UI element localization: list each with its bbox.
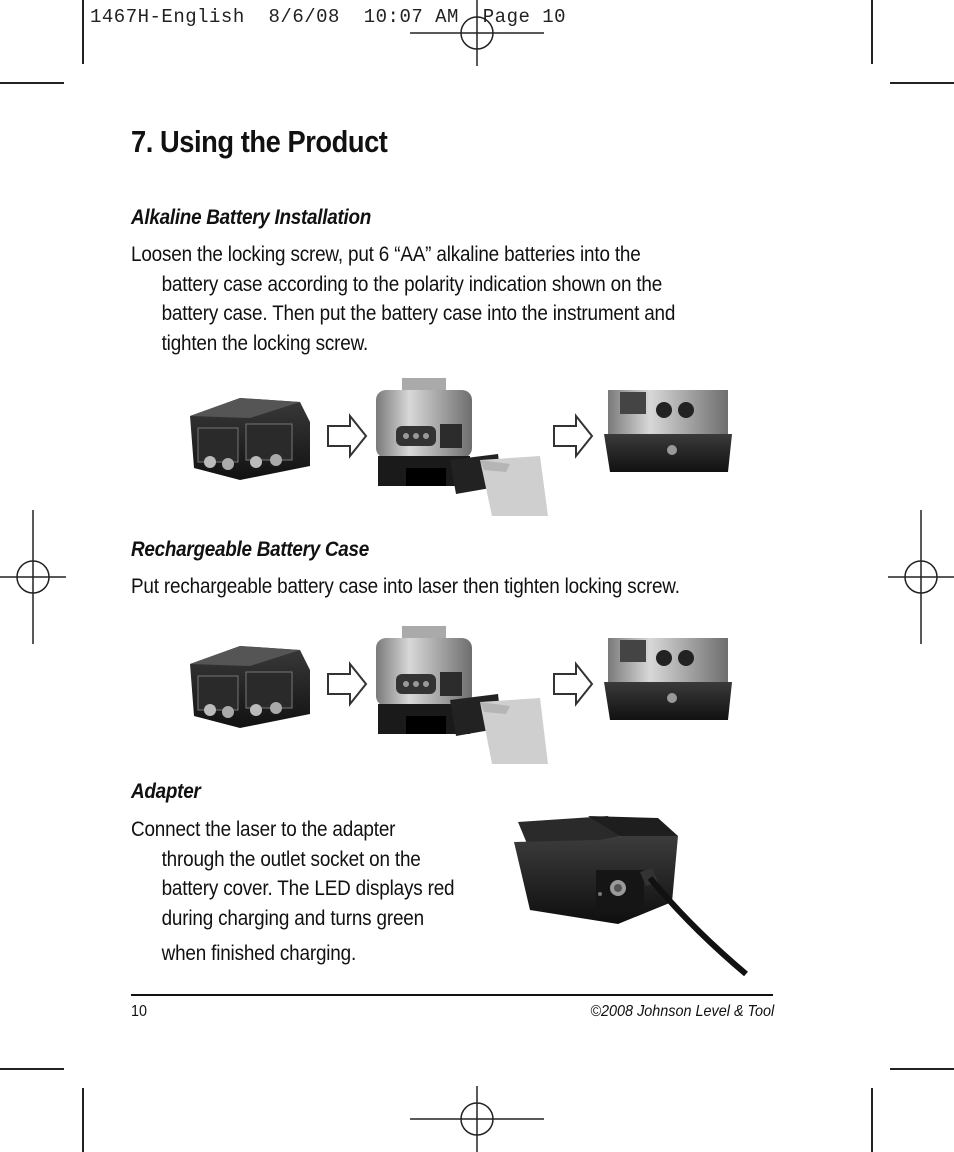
crop-mark-bottom-right-v (871, 1088, 873, 1152)
alkaline-line: battery case. Then put the battery case into the instrument and (161, 302, 676, 325)
battery-case-image (190, 646, 310, 728)
battery-case-image (190, 398, 310, 480)
rechargeable-paragraph (131, 572, 680, 602)
page-number: 10 (131, 1003, 148, 1020)
alkaline-line: battery case according to the polarity indication shown on the (161, 272, 663, 296)
adapter-line: when finished charging. (161, 942, 357, 965)
laser-bottom-image (604, 390, 732, 472)
alkaline-installation-illustration (180, 376, 740, 522)
alkaline-heading: Alkaline Battery Installation (131, 206, 372, 229)
rechargeable-heading: Rechargeable Battery Case (131, 538, 370, 561)
adapter-line: battery cover. The LED displays red (161, 877, 455, 900)
print-slug: 1467H-English 8/6/08 10:07 AM Page 10 (90, 6, 567, 28)
registration-mark-left (0, 510, 66, 644)
alkaline-paragraph (131, 240, 675, 358)
adapter-paragraph (131, 815, 454, 969)
adapter-line: during charging and turns green (161, 906, 424, 930)
laser-bottom-image (604, 638, 732, 720)
rechargeable-installation-illustration (180, 624, 740, 770)
alkaline-line: Loosen the locking screw, put 6 “AA” alkaline batteries into the (131, 243, 641, 266)
registration-mark-top (410, 0, 544, 66)
alkaline-line: tighten the locking screw. (161, 331, 369, 355)
adapter-heading: Adapter (131, 780, 201, 803)
registration-mark-bottom (410, 1086, 544, 1152)
page-title: 7. Using the Product (131, 124, 388, 159)
rechargeable-line: Put rechargeable battery case into laser then tighten locking screw. (131, 575, 680, 598)
adapter-connection-image (508, 812, 752, 980)
footer-rule (131, 994, 773, 996)
crop-mark-top-right-h (890, 82, 954, 84)
registration-mark-right (888, 510, 954, 644)
arrow-right-icon (554, 416, 592, 456)
crop-mark-bottom-left-h (0, 1068, 64, 1070)
crop-mark-top-left-h (0, 82, 64, 84)
adapter-line: through the outlet socket on the (161, 847, 421, 871)
laser-instrument-image (376, 626, 548, 764)
laser-instrument-image (376, 378, 548, 516)
arrow-right-icon (328, 416, 366, 456)
crop-mark-bottom-right-h (890, 1068, 954, 1070)
crop-mark-top-left-v (82, 0, 84, 64)
arrow-right-icon (328, 664, 366, 704)
arrow-right-icon (554, 664, 592, 704)
crop-mark-top-right-v (871, 0, 873, 64)
copyright-notice: ©2008 Johnson Level & Tool (590, 1003, 774, 1020)
adapter-line: Connect the laser to the adapter (131, 818, 396, 841)
crop-mark-bottom-left-v (82, 1088, 84, 1152)
